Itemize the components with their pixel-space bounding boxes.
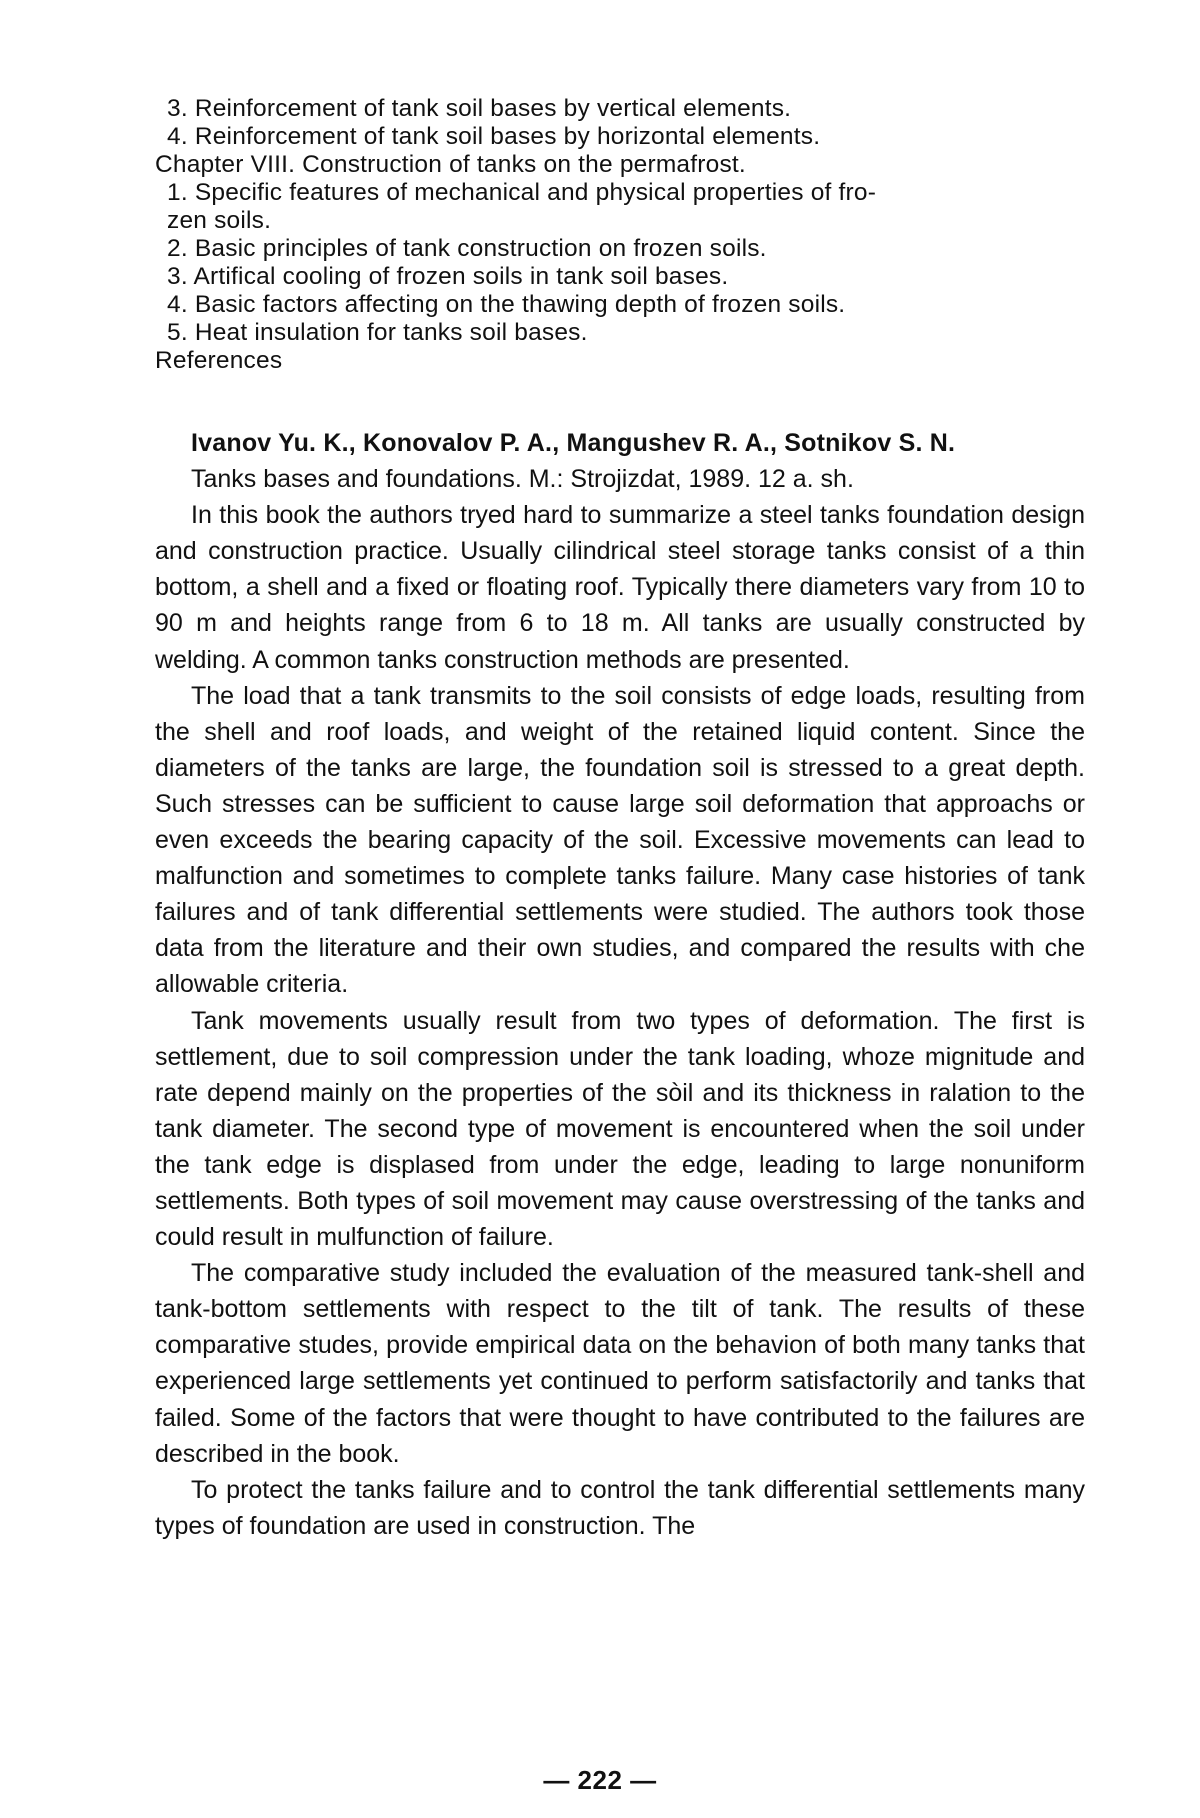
abstract-paragraph: To protect the tanks failure and to control the tank differential settlements many types of foundation are used in construction. The [155,1475,1085,1540]
abstract-citation: Tanks bases and foundations. M.: Strojizdat, 1989. 12 a. sh. [191,465,854,494]
abstract-section [155,425,1085,1544]
abstract-paragraph: The comparative study included the evaluation of the measured tank-shell and tank-bottom settlements with respect to the tilt of tank. The results of these comparative studes, provide empirical data on the behavion of both many tanks that experienced large settlements yet continued to perform satisfactorily and tanks that failed. Some of the factors that were thought to have contributed to the failures are described in the book. [155,1259,1085,1468]
toc-item: 3. Artifical cooling of frozen soils in tank soil bases. [167,263,729,290]
toc-item: 5. Heat insulation for tanks soil bases. [167,319,588,346]
toc-item-continuation: zen soils. [167,207,272,234]
toc-item: 4. Reinforcement of tank soil bases by horizontal elements. [167,123,821,150]
toc-references: References [155,347,283,374]
table-of-contents [155,95,1095,375]
toc-item: 2. Basic principles of tank construction on frozen soils. [167,235,767,262]
toc-chapter-heading: Chapter VIII. Construction of tanks on the permafrost. [155,151,746,178]
abstract-paragraph: In this book the authors tryed hard to summarize a steel tanks foundation design and construction practice. Usually cilindrical steel storage tanks consist of a thin bottom, a shell and a fixed or floating roof. Typically there diameters vary from 10 to 90 m and heights range from 6 to 18 m. All tanks are usually constructed by welding. A common tanks construction methods are presented. [155,501,1085,674]
abstract-paragraph: The load that a tank transmits to the soil consists of edge loads, resulting from the shell and roof loads, and weight of the retained liquid content. Since the diameters of the tanks are large, the foundation soil is stressed to a great depth. Such stresses can be sufficient to cause large soil deformation that approachs or even exceeds the bearing capacity of the soil. Excessive movements can lead to malfunction and sometimes to complete tanks failure. Many case histories of tank failures and of tank differential settlements were studied. The authors took those data from the literature and their own studies, and compared the results with che allowable criteria. [155,681,1085,999]
page-number: — 222 — [543,1765,657,1795]
toc-item: 1. Specific features of mechanical and physical properties of fro- [167,179,877,206]
abstract-authors: Ivanov Yu. K., Konovalov P. A., Mangushev R. A., Sotnikov S. N. [191,429,956,457]
toc-item: 4. Basic factors affecting on the thawing depth of frozen soils. [167,291,846,318]
toc-item: 3. Reinforcement of tank soil bases by vertical elements. [167,95,792,122]
abstract-paragraph: Tank movements usually result from two types of deformation. The first is settlement, due to soil compression under the tank loading, whoze mignitude and rate depend mainly on the properties of the sòil and its thickness in ralation to the tank diameter. The second type of movement is encountered when the soil under the tank edge is displased from under the edge, leading to large nonuniform settlements. Both types of soil movement may cause overstressing of the tanks and could result in mulfunction of failure. [155,1006,1085,1252]
